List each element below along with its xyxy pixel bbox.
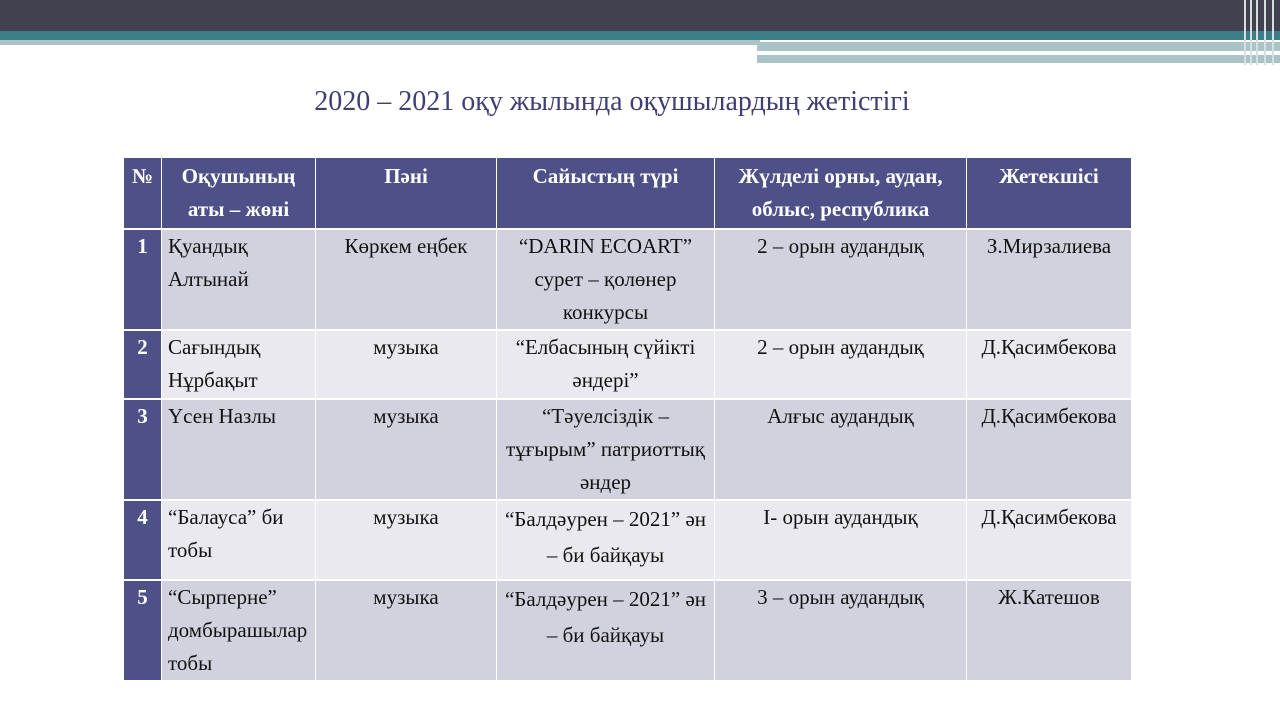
cell-leader: Ж.Катешов <box>967 580 1132 681</box>
cell-place: 2 – орын аудандық <box>715 229 967 330</box>
cell-contest: “Балдәурен – 2021” ән – би байқауы <box>497 580 715 681</box>
col-header-place: Жүлделі орны, аудан, облыс, республика <box>715 158 967 230</box>
cell-number: 2 <box>124 330 162 399</box>
cell-subject: музыка <box>316 500 497 580</box>
cell-place: І- орын аудандық <box>715 500 967 580</box>
col-header-contest: Сайыстың түрі <box>497 158 715 230</box>
table-row <box>124 399 1132 500</box>
table-row <box>124 580 1132 681</box>
cell-leader: Д.Қасимбекова <box>967 330 1132 399</box>
cell-student: Үсен Назлы <box>162 399 316 500</box>
table-row <box>124 500 1132 580</box>
cell-contest: “Балдәурен – 2021” ән – би байқауы <box>497 500 715 580</box>
col-header-subject: Пәні <box>316 158 497 230</box>
cell-student: “Балауса” би тобы <box>162 500 316 580</box>
cell-subject: Көркем еңбек <box>316 229 497 330</box>
cell-subject: музыка <box>316 330 497 399</box>
header-band-dark <box>0 0 1280 31</box>
cell-contest: “Елбасының сүйікті әндері” <box>497 330 715 399</box>
cell-student: “Сырперне” домбырашылар тобы <box>162 580 316 681</box>
cell-contest: “DARIN ECOART” сурет – қолөнер конкурсы <box>497 229 715 330</box>
cell-leader: З.Мирзалиева <box>967 229 1132 330</box>
header-band-light <box>0 40 760 45</box>
table-row <box>124 229 1132 330</box>
cell-subject: музыка <box>316 580 497 681</box>
cell-number: 3 <box>124 399 162 500</box>
cell-place: Алғыс аудандық <box>715 399 967 500</box>
header-band-light-right <box>757 42 1280 51</box>
cell-place: 2 – орын аудандық <box>715 330 967 399</box>
col-header-leader: Жетекшісі <box>967 158 1132 230</box>
table-row <box>124 330 1132 399</box>
decorative-stripes <box>1240 0 1280 65</box>
col-header-student: Оқушының аты – жөні <box>162 158 316 230</box>
achievements-table <box>123 157 1132 681</box>
cell-contest: “Тәуелсіздік – тұғырым” патриоттық әндер <box>497 399 715 500</box>
header-band-teal <box>0 31 1280 40</box>
cell-number: 1 <box>124 229 162 330</box>
header-band-light-right-lower <box>757 55 1280 63</box>
cell-number: 4 <box>124 500 162 580</box>
cell-number: 5 <box>124 580 162 681</box>
header-divider-line <box>757 51 1187 54</box>
cell-leader: Д.Қасимбекова <box>967 399 1132 500</box>
cell-student: Қуандық Алтынай <box>162 229 316 330</box>
cell-leader: Д.Қасимбекова <box>967 500 1132 580</box>
col-header-number: № <box>124 158 162 230</box>
cell-student: Сағындық Нұрбақыт <box>162 330 316 399</box>
page-title: 2020 – 2021 оқу жылында оқушылардың жетістігі <box>314 86 910 117</box>
table-header-row <box>124 158 1132 230</box>
cell-subject: музыка <box>316 399 497 500</box>
cell-place: 3 – орын аудандық <box>715 580 967 681</box>
